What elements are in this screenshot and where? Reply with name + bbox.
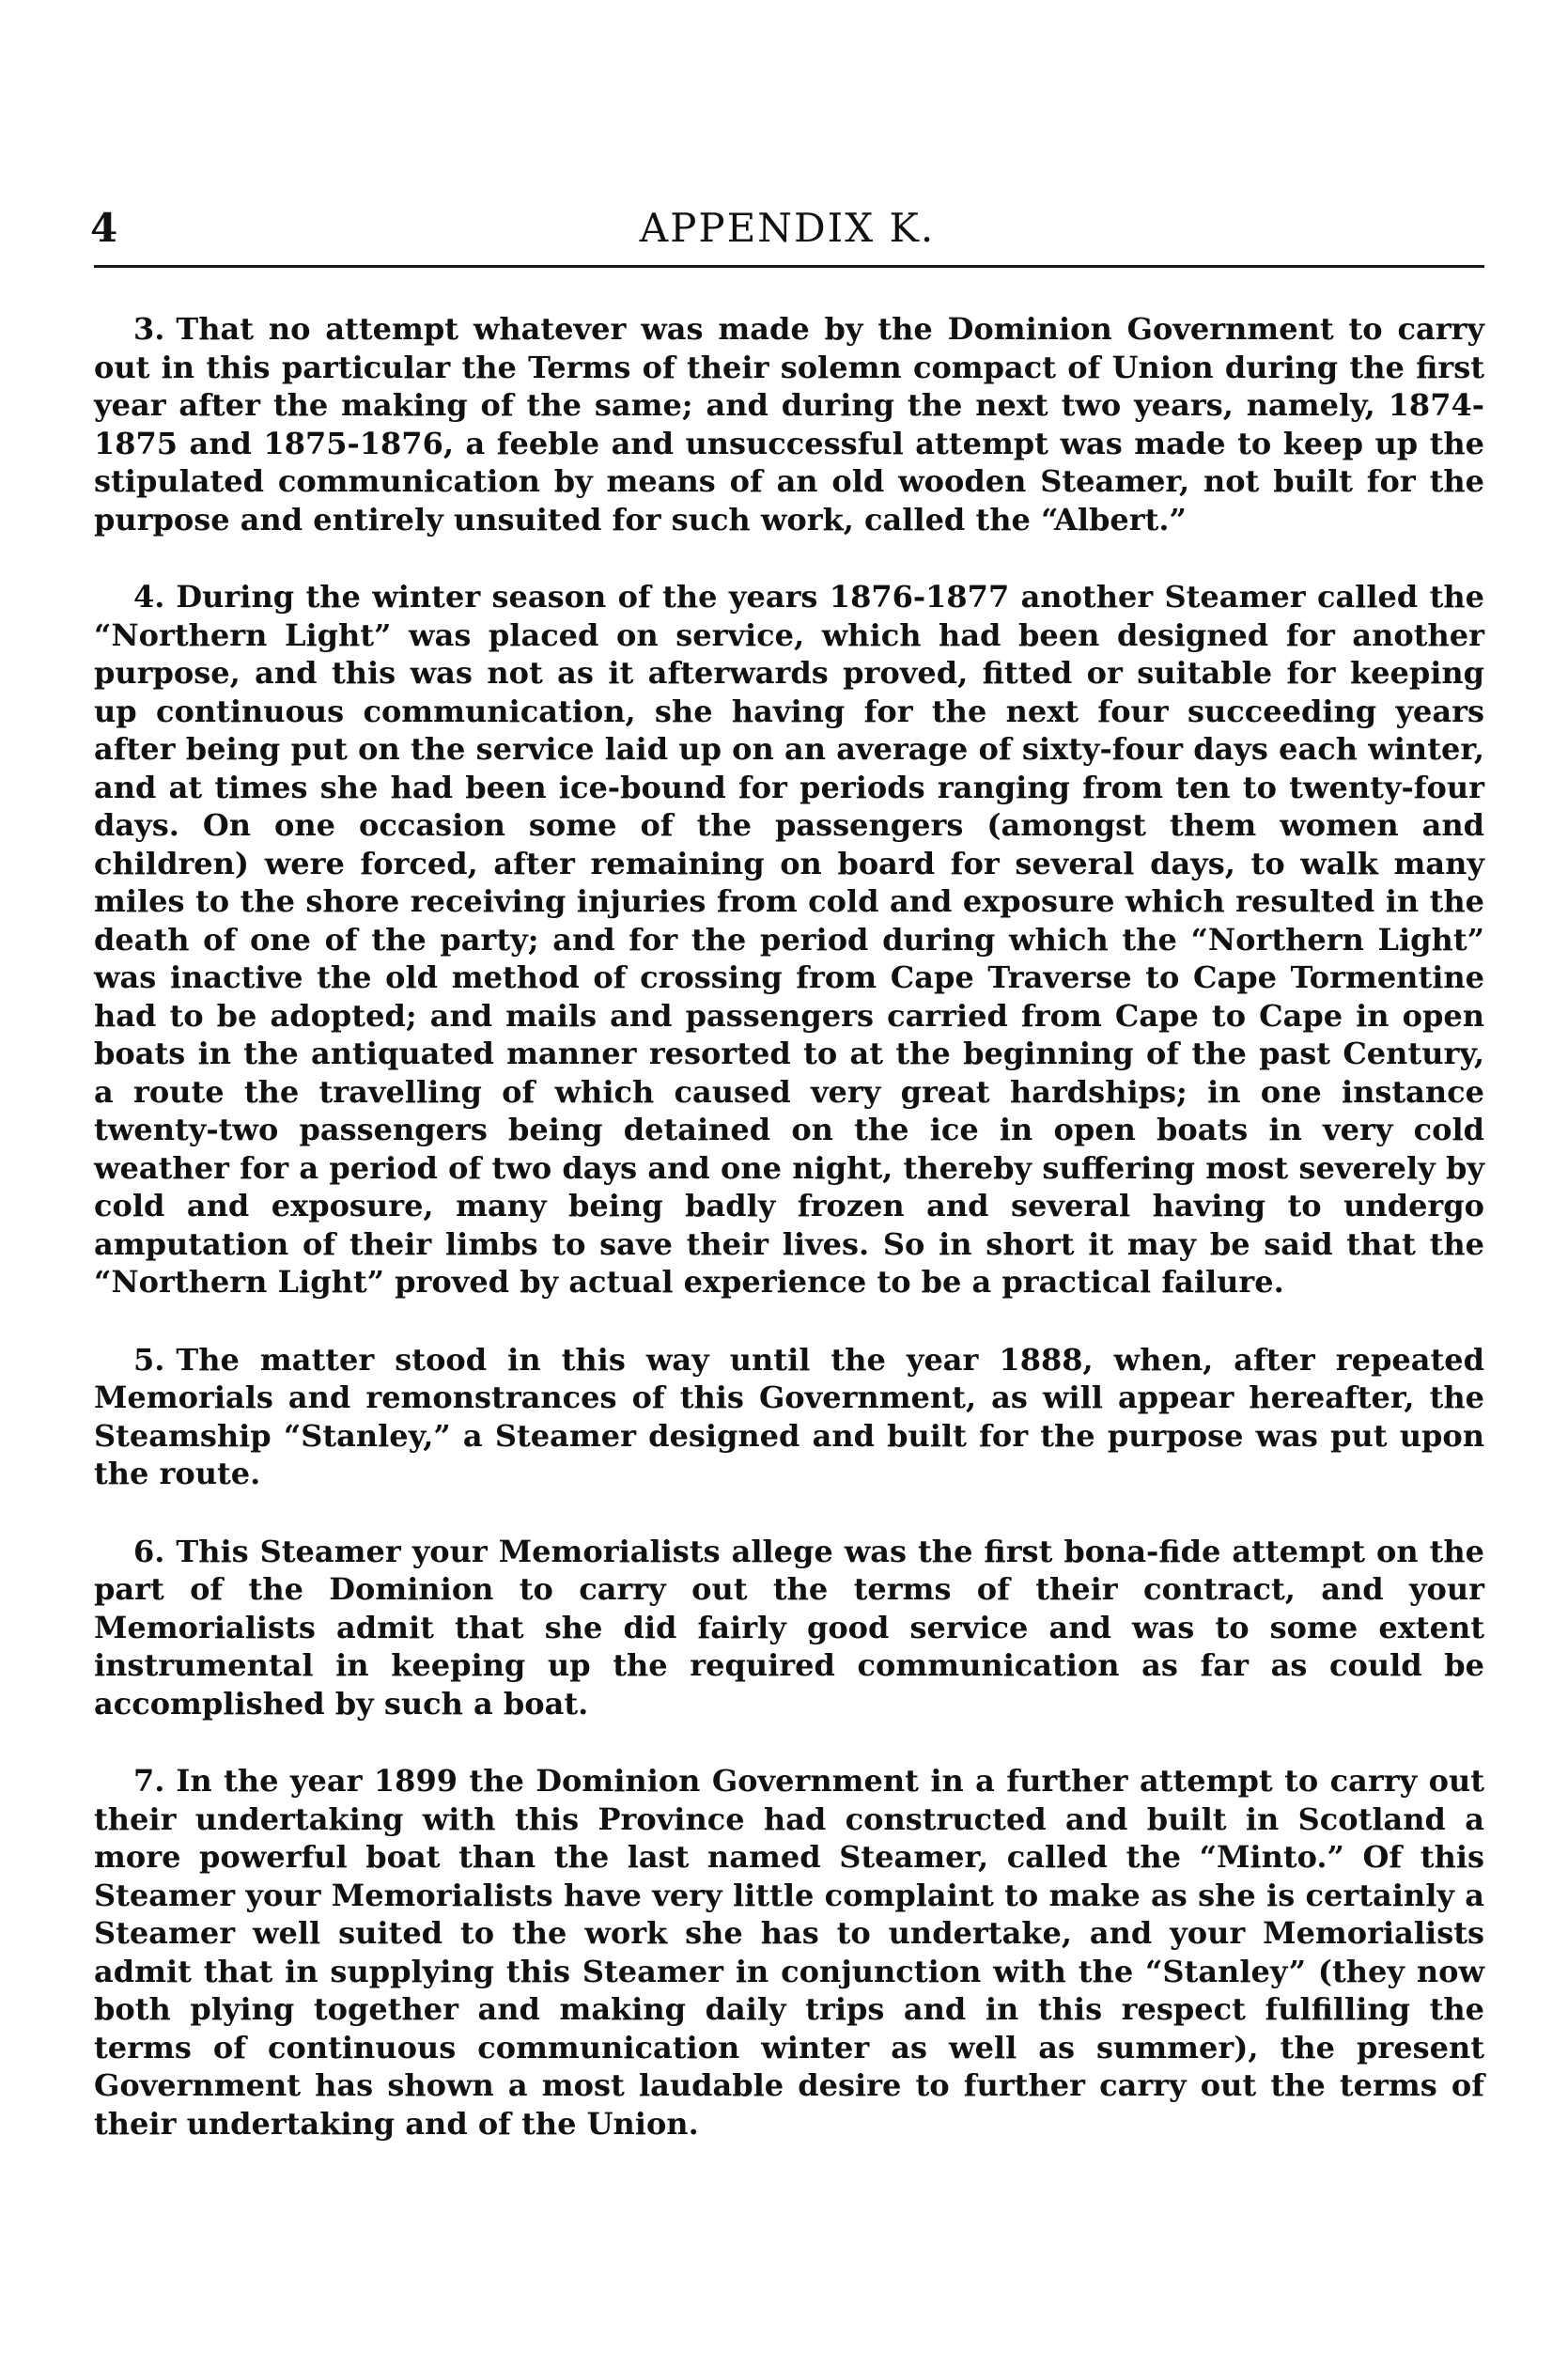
paragraph-3	[94, 310, 1484, 538]
paragraph-4	[94, 578, 1484, 1301]
paragraph-number: 3.	[133, 311, 165, 347]
header-rule	[94, 265, 1484, 268]
paragraph-text: That no attempt whatever was made by the Dominion Government to carry out in this particular the Terms of their solemn compact of Union during the first year after the making of the same; and during the next two years, namely, 1874-1875 and 1875-1876, a feeble and unsuccessful attempt was made to keep up the stipulated communication by means of an old wooden Steamer, not built for the purpose and entirely unsuited for such work, called the “Albert.”	[94, 311, 1484, 538]
paragraph-number: 6.	[133, 1533, 165, 1569]
body-text	[94, 310, 1484, 2182]
paragraph-6	[94, 1533, 1484, 1723]
paragraph-number: 5.	[133, 1341, 165, 1378]
paragraph-text: During the winter season of the years 1876-1877 another Steamer called the “Northern Light” was placed on service, which had been designed for another purpose, and this was not as it afterwards proved, fitted or suitable for keeping up continuous communication, she having for the next four succeeding years after being put on the service laid up on an average of sixty-four days each winter, and at times she had been ice-bound for periods ranging from ten to twenty-four days. On one occasion some of the passengers (amongst them women and children) were forced, after remaining on board for several days, to walk many miles to the shore receiving injuries from cold and exposure which resulted in the death of one of the party; and for the period during which the “Northern Light” was inactive the old method of crossing from Cape Traverse to Cape Tormentine had to be adopted; and mails and passengers carried from Cape to Cape in open boats in the antiquated manner resorted to at the beginning of the past Century, a route the travelling of which caused very great hardships; in one instance twenty-two passengers being detained on the ice in open boats in very cold weather for a period of two days and one night, thereby suffering most severely by cold and exposure, many being badly frozen and several having to undergo amputation of their limbs to save their lives. So in short it may be said that the “Northern Light” proved by actual experience to be a practical failure.	[94, 579, 1484, 1300]
paragraph-number: 4.	[133, 579, 165, 615]
page-number: 4	[90, 205, 118, 251]
paragraph-5	[94, 1341, 1484, 1493]
paragraph-number: 7.	[133, 1763, 165, 1799]
paragraph-7	[94, 1762, 1484, 2143]
paragraph-text: In the year 1899 the Dominion Government in a further attempt to carry out their undertaking with this Province had constructed and built in Scotland a more powerful boat than the last named Steamer, called the “Minto.” Of this Steamer your Memorialists have very little complaint to make as she is certainly a Steamer well suited to the work she has to undertake, and your Memorialists admit that in supplying this Steamer in conjunction with the “Stanley” (they now both plying together and making daily trips and in this respect fulfilling the terms of continuous communication winter as well as summer), the present Government has shown a most laudable desire to further carry out the terms of their undertaking and of the Union.	[94, 1763, 1484, 2142]
paragraph-text: The matter stood in this way until the year 1888, when, after repeated Memorials and remonstrances of this Government, as will appear hereafter, the Steamship “Stanley,” a Steamer designed and built for the purpose was put upon the route.	[94, 1341, 1484, 1491]
paragraph-text: This Steamer your Memorialists allege was the first bona-fide attempt on the part of the Dominion to carry out the terms of their contract, and your Memorialists admit that she did fairly good service and was to some extent instrumental in keeping up the required communication as far as could be accomplished by such a boat.	[94, 1533, 1484, 1722]
running-title: APPENDIX K.	[639, 205, 936, 251]
page-header	[90, 199, 1484, 256]
